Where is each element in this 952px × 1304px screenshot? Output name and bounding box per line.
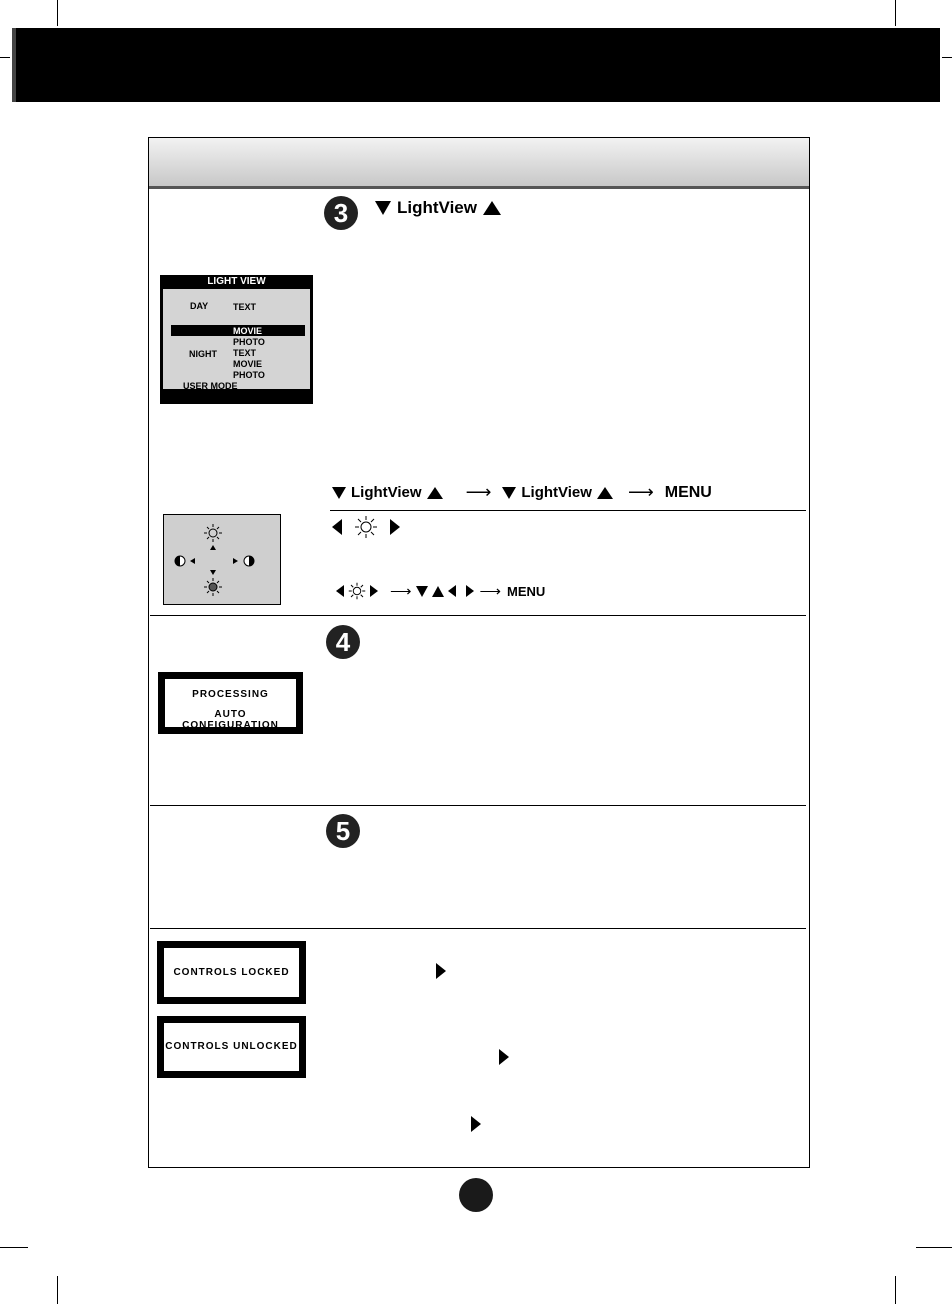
- panel-header: [149, 138, 809, 189]
- down-triangle-icon: [375, 201, 391, 215]
- arrow-icon: ⟶: [390, 583, 412, 600]
- osd-user-mode: USER MODE: [183, 381, 238, 391]
- header-bar: [12, 28, 940, 102]
- osd-option: TEXT: [233, 348, 257, 358]
- right-triangle-icon: [390, 519, 400, 535]
- page-number-badge: [459, 1178, 493, 1212]
- arrow-icon: ⟶: [465, 482, 492, 502]
- left-triangle-icon: [336, 585, 344, 597]
- flow-menu: MENU: [664, 483, 712, 501]
- processing-text: PROCESSING: [192, 689, 269, 700]
- osd-option: PHOTO: [233, 370, 265, 380]
- controls-locked-message: CONTROLS LOCKED: [157, 941, 306, 1004]
- osd-night-label: NIGHT: [189, 349, 217, 359]
- sun-icon: [354, 515, 378, 539]
- crop-mark: [916, 1247, 952, 1248]
- sun-icon: [204, 524, 222, 542]
- osd-option-selected: MOVIE: [233, 326, 263, 336]
- contrast-icon: [175, 556, 185, 566]
- up-triangle-icon: [597, 487, 613, 499]
- osd-title: LIGHT VIEW: [207, 276, 266, 287]
- joystick-icons: [164, 515, 280, 604]
- step-number-5: 5: [326, 814, 360, 848]
- divider: [150, 615, 806, 616]
- up-triangle-icon: [427, 487, 443, 499]
- brightness-heading: [332, 515, 400, 539]
- crop-mark: [0, 57, 10, 58]
- sun-icon: [204, 578, 222, 596]
- up-triangle-icon: [483, 201, 501, 215]
- divider: [330, 510, 806, 511]
- crop-mark: [57, 0, 58, 26]
- flow-menu: MENU: [507, 583, 546, 599]
- osd-option: PHOTO: [233, 337, 265, 347]
- osd-option: TEXT: [233, 302, 257, 312]
- auto-config-message: [158, 672, 303, 734]
- arrow-icon: ⟶: [479, 583, 502, 600]
- down-triangle-icon: [332, 487, 346, 499]
- left-triangle-icon: [332, 519, 342, 535]
- left-triangle-icon: [448, 585, 456, 597]
- crop-mark: [895, 0, 896, 26]
- osd-option: MOVIE: [233, 359, 263, 369]
- crop-mark: [895, 1276, 896, 1304]
- joystick-diagram: [163, 514, 281, 605]
- crop-mark: [57, 1276, 58, 1304]
- right-triangle-icon: [471, 1116, 481, 1132]
- section3-heading: [375, 198, 501, 218]
- crop-mark: [942, 57, 952, 58]
- right-triangle-icon: [436, 963, 446, 979]
- right-triangle-icon: [466, 585, 474, 597]
- sun-icon: [348, 582, 366, 600]
- right-triangle-icon: [499, 1049, 509, 1065]
- osd-body: [163, 289, 310, 389]
- controls-unlocked-message: CONTROLS UNLOCKED: [157, 1016, 306, 1078]
- crop-mark: [0, 1247, 28, 1248]
- flow-step: LightView: [351, 484, 422, 501]
- divider: [150, 805, 806, 806]
- lightview-flow: [332, 482, 712, 503]
- lightview-osd: [160, 275, 313, 404]
- up-triangle-icon: [432, 586, 444, 597]
- auto-configuration-text: AUTO CONFIGURATION: [182, 709, 279, 731]
- contrast-icon: [244, 556, 254, 566]
- flow-step: LightView: [521, 484, 592, 501]
- right-triangle-icon: [370, 585, 378, 597]
- down-triangle-icon: [416, 586, 428, 597]
- divider: [150, 928, 806, 929]
- osd-day-label: DAY: [190, 301, 209, 311]
- brightness-flow: [336, 582, 545, 600]
- lightview-label: LightView: [397, 198, 477, 217]
- down-triangle-icon: [502, 487, 516, 499]
- step-number-4: 4: [326, 625, 360, 659]
- step-number-3: 3: [324, 196, 358, 230]
- arrow-icon: ⟶: [627, 482, 654, 502]
